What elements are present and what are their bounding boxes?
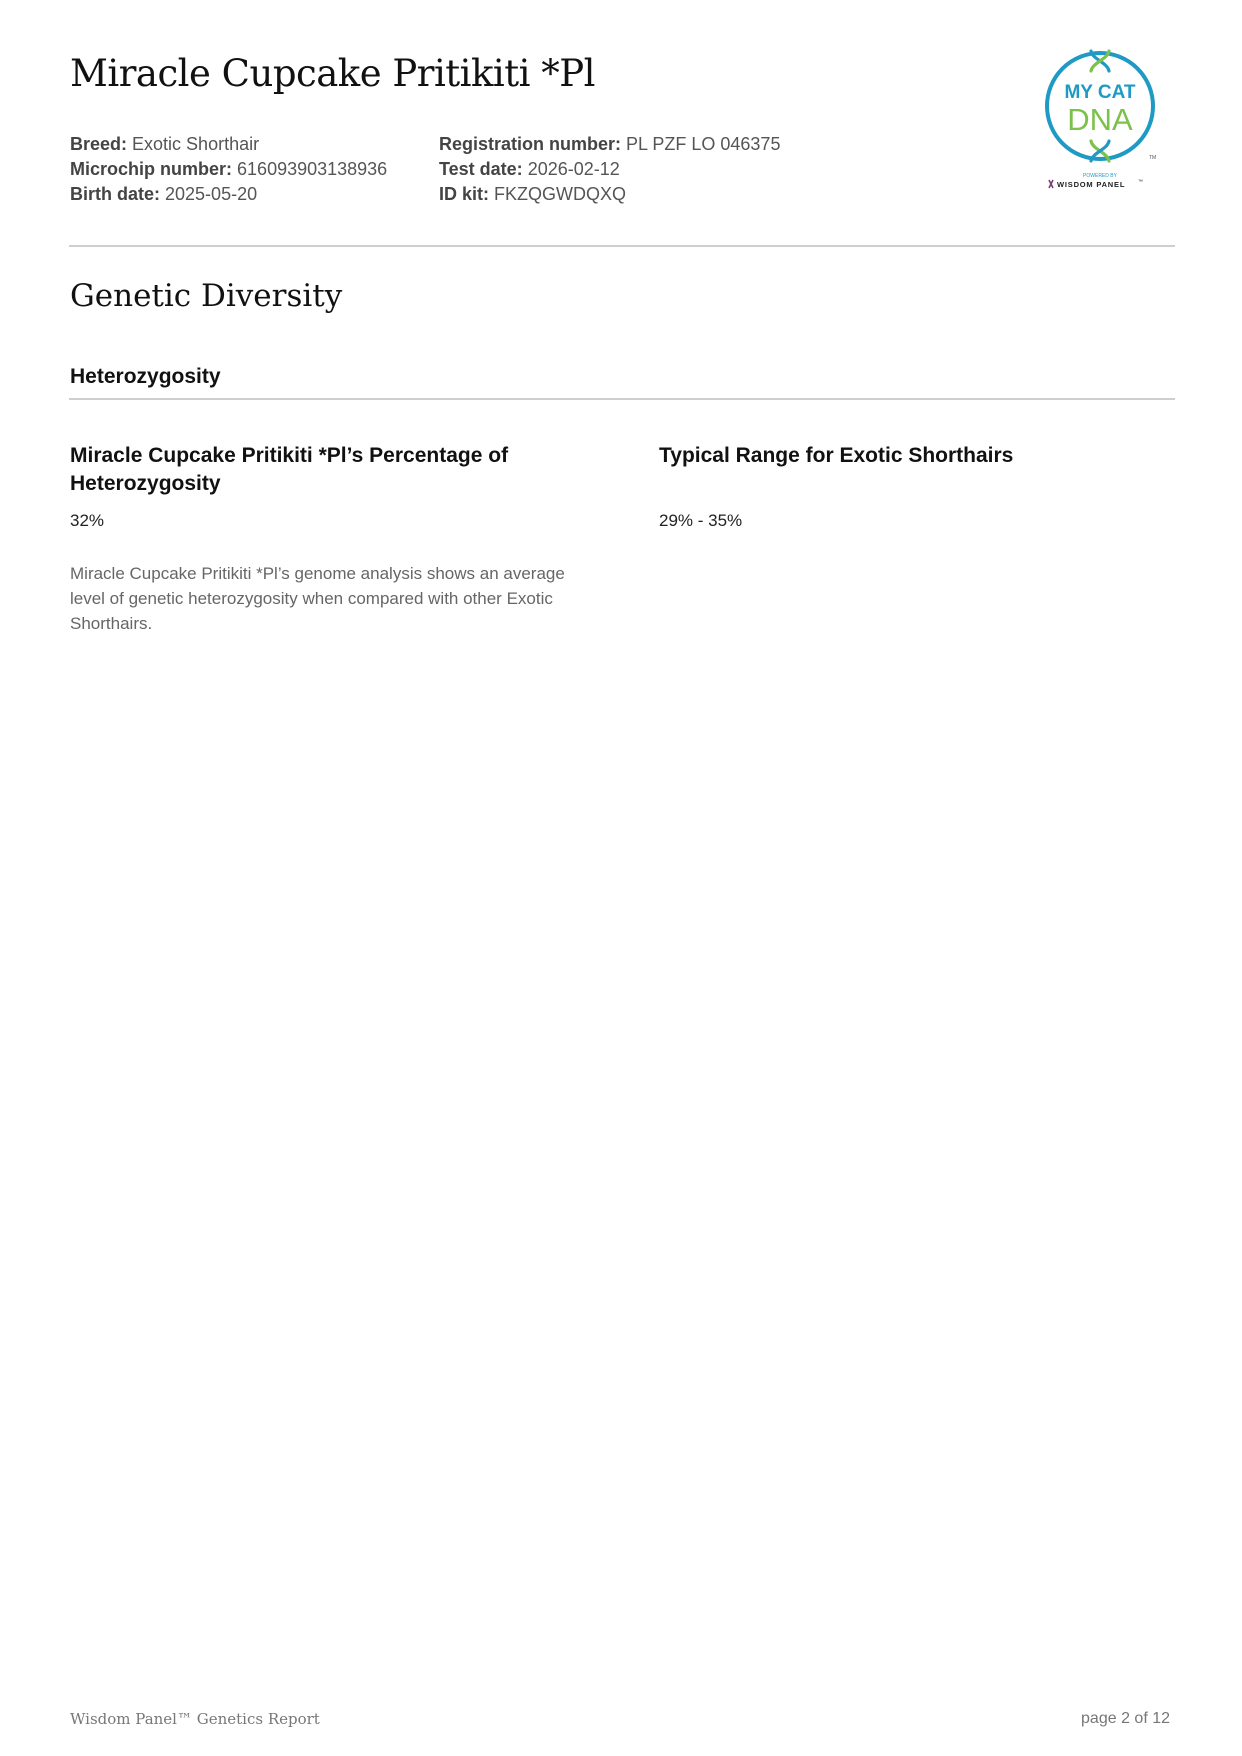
test-date-label: Test date: [439,159,523,179]
id-kit-label: ID kit: [439,184,490,204]
microchip-value: 616093903138936 [237,159,388,179]
subsection-title: Heterozygosity [70,365,221,388]
pet-heterozygosity-value: 32% [70,511,105,530]
logo-line1: MY CAT [1064,82,1136,103]
typical-range-value: 29% - 35% [659,511,743,530]
birth-date-value: 2025-05-20 [165,184,258,204]
registration-label: Registration number: [439,134,622,154]
microchip-field [70,157,387,182]
logo-tm: TM [1149,155,1157,161]
subsection-divider [69,398,1175,400]
heterozygosity-description: Miracle Cupcake Pritikiti *Pl’s genome analysis shows an average level of genetic heterozygosity when compared with other Exotic Shorthairs. [70,564,565,633]
typical-range-heading: Typical Range for Exotic Shorthairs [659,444,1014,467]
birth-date-field [70,182,387,207]
microchip-label: Microchip number: [70,159,233,179]
pet-info-right [439,132,780,207]
pet-info-left [70,132,387,207]
page-number: page 2 of 12 [1081,1710,1170,1727]
header-divider [69,245,1175,247]
id-kit-value: FKZQGWDQXQ [494,184,627,204]
logo-line2: DNA [1067,102,1133,137]
my-cat-dna-logo [1035,46,1165,196]
registration-field [439,132,780,157]
breed-value: Exotic Shorthair [132,134,260,154]
logo-brand-tm: ™ [1138,179,1143,185]
section-title: Genetic Diversity [70,278,343,314]
registration-value: PL PZF LO 046375 [626,134,781,154]
birth-date-label: Birth date: [70,184,160,204]
logo-brand: WISDOM PANEL [1057,180,1126,189]
logo-powered-by: POWERED BY [1083,173,1117,179]
id-kit-field [439,182,780,207]
footer-report-name: Wisdom Panel™ Genetics Report [70,1710,320,1728]
breed-label: Breed: [70,134,128,154]
test-date-value: 2026-02-12 [527,159,620,179]
test-date-field [439,157,780,182]
pet-heterozygosity-heading: Miracle Cupcake Pritikiti *Pl’s Percentage of Heterozygosity [70,444,509,495]
pet-name-title: Miracle Cupcake Pritikiti *Pl [70,52,595,95]
wisdom-panel-mark-icon [1049,180,1053,188]
breed-field [70,132,387,157]
